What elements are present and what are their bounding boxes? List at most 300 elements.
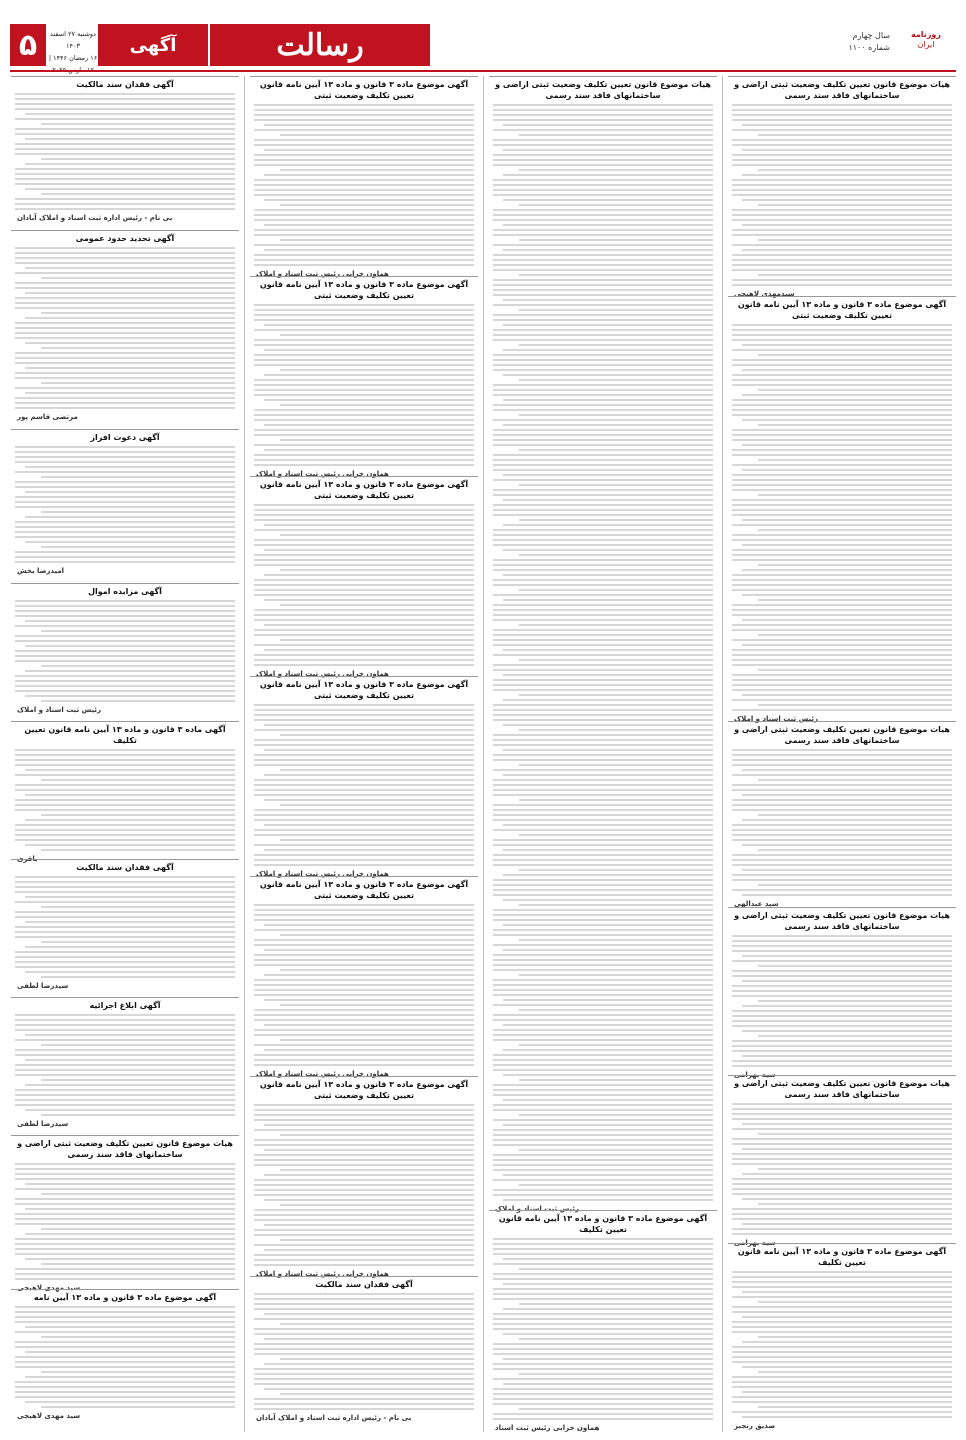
text-line [493, 339, 713, 341]
text-line [493, 1293, 713, 1295]
text-line [732, 1351, 952, 1353]
text-line [493, 409, 713, 411]
text-line [758, 814, 952, 816]
text-line [732, 1281, 952, 1283]
text-line [519, 134, 713, 136]
text-line [25, 342, 235, 344]
text-line [493, 534, 713, 536]
text-line [493, 919, 713, 921]
text-line [503, 749, 713, 751]
text-line [254, 529, 474, 531]
text-line [732, 154, 952, 156]
text-line [15, 1203, 235, 1205]
text-line [493, 359, 713, 361]
text-line [519, 834, 713, 836]
text-line [732, 1396, 952, 1398]
text-line [264, 149, 474, 151]
text-line [15, 1346, 235, 1348]
text-line [732, 654, 952, 656]
notice-signature: هماون خرابی رئیس ثبت اسناد و املاک [256, 670, 389, 678]
text-line [493, 1014, 713, 1016]
text-line [742, 619, 952, 621]
text-line [732, 159, 952, 161]
text-line [264, 624, 474, 626]
text-line [493, 1054, 713, 1056]
text-line [15, 956, 235, 958]
text-line [493, 1288, 713, 1290]
text-line [254, 584, 474, 586]
text-line [15, 108, 235, 110]
text-line [519, 1079, 713, 1081]
text-line [503, 724, 713, 726]
text-line [732, 179, 952, 181]
text-line [503, 899, 713, 901]
text-line [254, 359, 474, 361]
text-line [742, 1291, 952, 1293]
text-line [15, 655, 235, 657]
text-line [732, 434, 952, 436]
text-line [25, 466, 235, 468]
text-line [503, 224, 713, 226]
legal-notice [250, 476, 478, 678]
text-line [254, 1308, 474, 1310]
text-line [25, 971, 235, 973]
text-line [15, 133, 235, 135]
text-line [254, 1194, 474, 1196]
text-line [493, 444, 713, 446]
text-line [732, 1331, 952, 1333]
text-line [41, 193, 235, 195]
text-line [732, 584, 952, 586]
text-line [15, 951, 235, 953]
text-line [264, 1124, 474, 1126]
text-line [254, 1373, 474, 1375]
text-line [254, 114, 474, 116]
text-line [264, 324, 474, 326]
text-line [15, 799, 235, 801]
text-line [519, 624, 713, 626]
text-line [732, 374, 952, 376]
text-line [493, 714, 713, 716]
text-line [493, 214, 713, 216]
text-line [732, 514, 952, 516]
text-line [15, 103, 235, 105]
notice-title: آگهی موضوع ماده ۳ قانون و ماده ۱۳ آیین نامه [33, 1293, 217, 1302]
text-line [15, 685, 235, 687]
text-line [732, 114, 952, 116]
text-line [493, 314, 713, 316]
text-line [493, 1323, 713, 1325]
text-line [264, 574, 474, 576]
text-line [264, 1388, 474, 1390]
text-line [493, 529, 713, 531]
text-line [758, 494, 952, 496]
text-line [264, 374, 474, 376]
text-line [742, 594, 952, 596]
text-line [503, 324, 713, 326]
text-line [732, 789, 952, 791]
text-line [15, 881, 235, 883]
text-line [254, 189, 474, 191]
text-line [15, 1188, 235, 1190]
text-line [15, 203, 235, 205]
text-line [254, 1254, 474, 1256]
text-line [493, 494, 713, 496]
text-line [503, 574, 713, 576]
text-line [254, 779, 474, 781]
text-line [493, 284, 713, 286]
text-line [732, 1286, 952, 1288]
text-line [15, 926, 235, 928]
notice-title: آگهی موضوع ماده ۳ قانون و ماده ۱۳ آیین نامه قانون تعیین تکلیف وضعیت ثبتی [259, 280, 469, 300]
notice-signature: هماون خرابی رئیس ثبت اسناد [495, 1424, 600, 1432]
text-line [41, 347, 235, 349]
text-line [519, 1408, 713, 1410]
text-line [254, 814, 474, 816]
text-line [41, 1114, 235, 1116]
text-line [758, 849, 952, 851]
text-line [254, 819, 474, 821]
text-line [493, 614, 713, 616]
text-line [254, 664, 474, 666]
text-line [15, 804, 235, 806]
text-line [519, 1114, 713, 1116]
text-line [732, 509, 952, 511]
text-line [519, 799, 713, 801]
text-line [493, 219, 713, 221]
text-line [758, 459, 952, 461]
text-line [732, 970, 952, 972]
text-line [254, 544, 474, 546]
text-line [254, 354, 474, 356]
text-line [254, 634, 474, 636]
text-line [254, 864, 474, 866]
notice-title: آگهی تحدید حدود عمومی [75, 234, 175, 243]
text-line [493, 1418, 713, 1420]
text-line [264, 749, 474, 751]
text-line [25, 794, 235, 796]
text-line [254, 1214, 474, 1216]
text-line [41, 630, 235, 632]
text-line [15, 486, 235, 488]
text-line [15, 556, 235, 558]
text-line [254, 744, 474, 746]
text-line [264, 524, 474, 526]
text-line [264, 599, 474, 601]
text-line [280, 1204, 474, 1206]
text-line [742, 569, 952, 571]
text-line [493, 839, 713, 841]
notice-signature: سید مهدی لاهیجی [17, 1284, 81, 1292]
text-line [15, 1316, 235, 1318]
text-line [264, 949, 474, 951]
text-line [732, 1050, 952, 1052]
text-line [732, 784, 952, 786]
text-line [15, 93, 235, 95]
text-line [254, 854, 474, 856]
text-line [254, 994, 474, 996]
text-line [15, 610, 235, 612]
text-line [15, 322, 235, 324]
notice-signature: بی نام - رئیس اداره ثبت اسناد و املاک آبادان [17, 214, 173, 222]
text-line [15, 1104, 235, 1106]
notice-title: آگهی فقدان سند مالکیت [76, 80, 174, 89]
text-line [15, 1248, 235, 1250]
notice-column [728, 76, 956, 1432]
text-line [493, 814, 713, 816]
text-line [254, 444, 474, 446]
text-line [264, 1338, 474, 1340]
text-line [254, 929, 474, 931]
text-line [493, 664, 713, 666]
text-line [503, 874, 713, 876]
text-line [732, 399, 952, 401]
text-line [493, 654, 713, 656]
text-line [758, 965, 952, 967]
text-line [732, 194, 952, 196]
text-line [254, 519, 474, 521]
text-line [732, 329, 952, 331]
text-line [503, 1174, 713, 1176]
text-line [254, 429, 474, 431]
legal-notice [728, 296, 956, 723]
text-line [732, 554, 952, 556]
text-line [758, 1133, 952, 1135]
text-line [503, 424, 713, 426]
text-line [732, 1346, 952, 1348]
text-line [732, 209, 952, 211]
text-line [264, 224, 474, 226]
text-line [15, 198, 235, 200]
notice-title: آگهی موضوع ماده ۳ قانون و ماده ۱۳ آیین نامه قانون تعیین تکلیف وضعیت ثبتی [259, 80, 469, 100]
text-line [742, 394, 952, 396]
text-line [493, 164, 713, 166]
text-line [15, 1341, 235, 1343]
text-line [519, 1338, 713, 1340]
text-line [493, 1169, 713, 1171]
text-line [15, 1386, 235, 1388]
text-line [41, 849, 235, 851]
text-line [254, 1019, 474, 1021]
text-line [254, 1034, 474, 1036]
text-line [493, 319, 713, 321]
text-line [493, 1263, 713, 1265]
text-line [732, 1401, 952, 1403]
text-line [732, 1213, 952, 1215]
text-line [732, 229, 952, 231]
issue-dates: دوشنبه ۲۷ اسفند ۱۴۰۳ ۱۶ رمضان ۱۴۴۶ | [48, 30, 98, 62]
text-line [732, 709, 952, 711]
text-line [732, 1153, 952, 1155]
text-line [41, 277, 235, 279]
text-line [493, 964, 713, 966]
notice-title: آگهی ماده ۳ قانون و ماده ۱۳ آیین نامه قانون تعیین تکلیف [24, 725, 226, 745]
text-line [519, 694, 713, 696]
text-line [15, 635, 235, 637]
text-line [503, 1099, 713, 1101]
notice-title: آگهی موضوع ماده ۳ قانون و ماده ۱۳ آیین نامه قانون تعیین تکلیف وضعیت ثبتی [259, 480, 469, 500]
text-line [493, 809, 713, 811]
text-line [732, 799, 952, 801]
text-line [732, 859, 952, 861]
text-line [742, 1416, 952, 1418]
text-line [732, 244, 952, 246]
text-line [25, 1208, 235, 1210]
text-line [254, 154, 474, 156]
text-line [15, 307, 235, 309]
legal-notice [11, 997, 239, 1134]
text-line [732, 214, 952, 216]
text-line [503, 1074, 713, 1076]
text-line [493, 1398, 713, 1400]
text-line [493, 669, 713, 671]
text-line [254, 1244, 474, 1246]
text-line [732, 604, 952, 606]
text-line [254, 1378, 474, 1380]
text-line [264, 974, 474, 976]
text-line [732, 764, 952, 766]
text-line [15, 1074, 235, 1076]
text-line [758, 389, 952, 391]
text-line [493, 959, 713, 961]
text-line [742, 149, 952, 151]
text-line [25, 267, 235, 269]
text-line [503, 549, 713, 551]
text-line [15, 297, 235, 299]
text-line [742, 224, 952, 226]
text-line [41, 976, 235, 978]
text-line [15, 337, 235, 339]
text-line [519, 554, 713, 556]
text-line [732, 1193, 952, 1195]
text-line [732, 504, 952, 506]
text-line [15, 496, 235, 498]
text-line [41, 1406, 235, 1408]
text-line [254, 1064, 474, 1066]
text-line [15, 1094, 235, 1096]
text-line [254, 244, 474, 246]
text-line [254, 419, 474, 421]
text-line [732, 1025, 952, 1027]
text-line [758, 1000, 952, 1002]
text-line [493, 119, 713, 121]
text-line [254, 629, 474, 631]
text-line [25, 896, 235, 898]
text-line [732, 749, 952, 751]
text-line [732, 259, 952, 261]
text-line [493, 1089, 713, 1091]
text-line [15, 1366, 235, 1368]
text-line [493, 719, 713, 721]
text-line [503, 1333, 713, 1335]
text-line [15, 829, 235, 831]
text-line [41, 1371, 235, 1373]
text-line [264, 799, 474, 801]
text-line [493, 194, 713, 196]
column-divider [483, 76, 484, 1432]
text-line [503, 174, 713, 176]
notice-signature: سید بهرامی [734, 1071, 776, 1079]
section-title: آگهی [98, 24, 208, 66]
text-line [732, 439, 952, 441]
notice-title: هیات موضوع قانون تعیین تکلیف وضعیت ثبتی اراضی و ساختمانهای فاقد سند رسمی [734, 80, 950, 100]
text-line [264, 1363, 474, 1365]
text-line [15, 282, 235, 284]
text-line [25, 695, 235, 697]
text-line [732, 1376, 952, 1378]
text-line [254, 1054, 474, 1056]
text-line [264, 549, 474, 551]
notice-title: آگهی دعوت افراز [90, 433, 160, 442]
text-line [254, 344, 474, 346]
text-line [493, 109, 713, 111]
text-line [264, 649, 474, 651]
text-line [280, 1039, 474, 1041]
legal-notice [11, 230, 239, 428]
text-line [732, 1411, 952, 1413]
legal-notice [250, 1076, 478, 1278]
text-line [742, 1366, 952, 1368]
text-line [519, 1009, 713, 1011]
text-line [25, 844, 235, 846]
text-line [758, 424, 952, 426]
text-line [519, 519, 713, 521]
text-line [503, 674, 713, 676]
text-line [25, 1034, 235, 1036]
text-line [493, 1368, 713, 1370]
text-line [493, 859, 713, 861]
text-line [732, 1020, 952, 1022]
text-line [280, 969, 474, 971]
text-line [254, 129, 474, 131]
text-line [254, 559, 474, 561]
text-line [742, 1223, 952, 1225]
text-line [519, 1044, 713, 1046]
text-line [15, 208, 235, 210]
text-line [732, 624, 952, 626]
text-line [254, 959, 474, 961]
text-line [254, 909, 474, 911]
text-line [519, 309, 713, 311]
text-line [25, 292, 235, 294]
notice-signature: سیدمهدی لاهیجی [734, 290, 795, 298]
text-line [254, 964, 474, 966]
text-line [493, 404, 713, 406]
text-line [493, 679, 713, 681]
text-line [280, 1358, 474, 1360]
text-line [742, 344, 952, 346]
text-line [254, 579, 474, 581]
text-line [742, 469, 952, 471]
text-line [15, 1238, 235, 1240]
text-line [519, 974, 713, 976]
text-line [493, 884, 713, 886]
notice-signature: سید مهدی لاهیجی [17, 1412, 81, 1420]
text-line [758, 169, 952, 171]
text-line [758, 1406, 952, 1408]
text-line [15, 446, 235, 448]
text-line [264, 1174, 474, 1176]
text-line [493, 1109, 713, 1111]
text-line [15, 1198, 235, 1200]
column-divider [722, 76, 723, 1432]
text-line [15, 1243, 235, 1245]
text-line [519, 239, 713, 241]
text-line [493, 229, 713, 231]
text-line [732, 1381, 952, 1383]
text-line [254, 739, 474, 741]
text-line [493, 954, 713, 956]
